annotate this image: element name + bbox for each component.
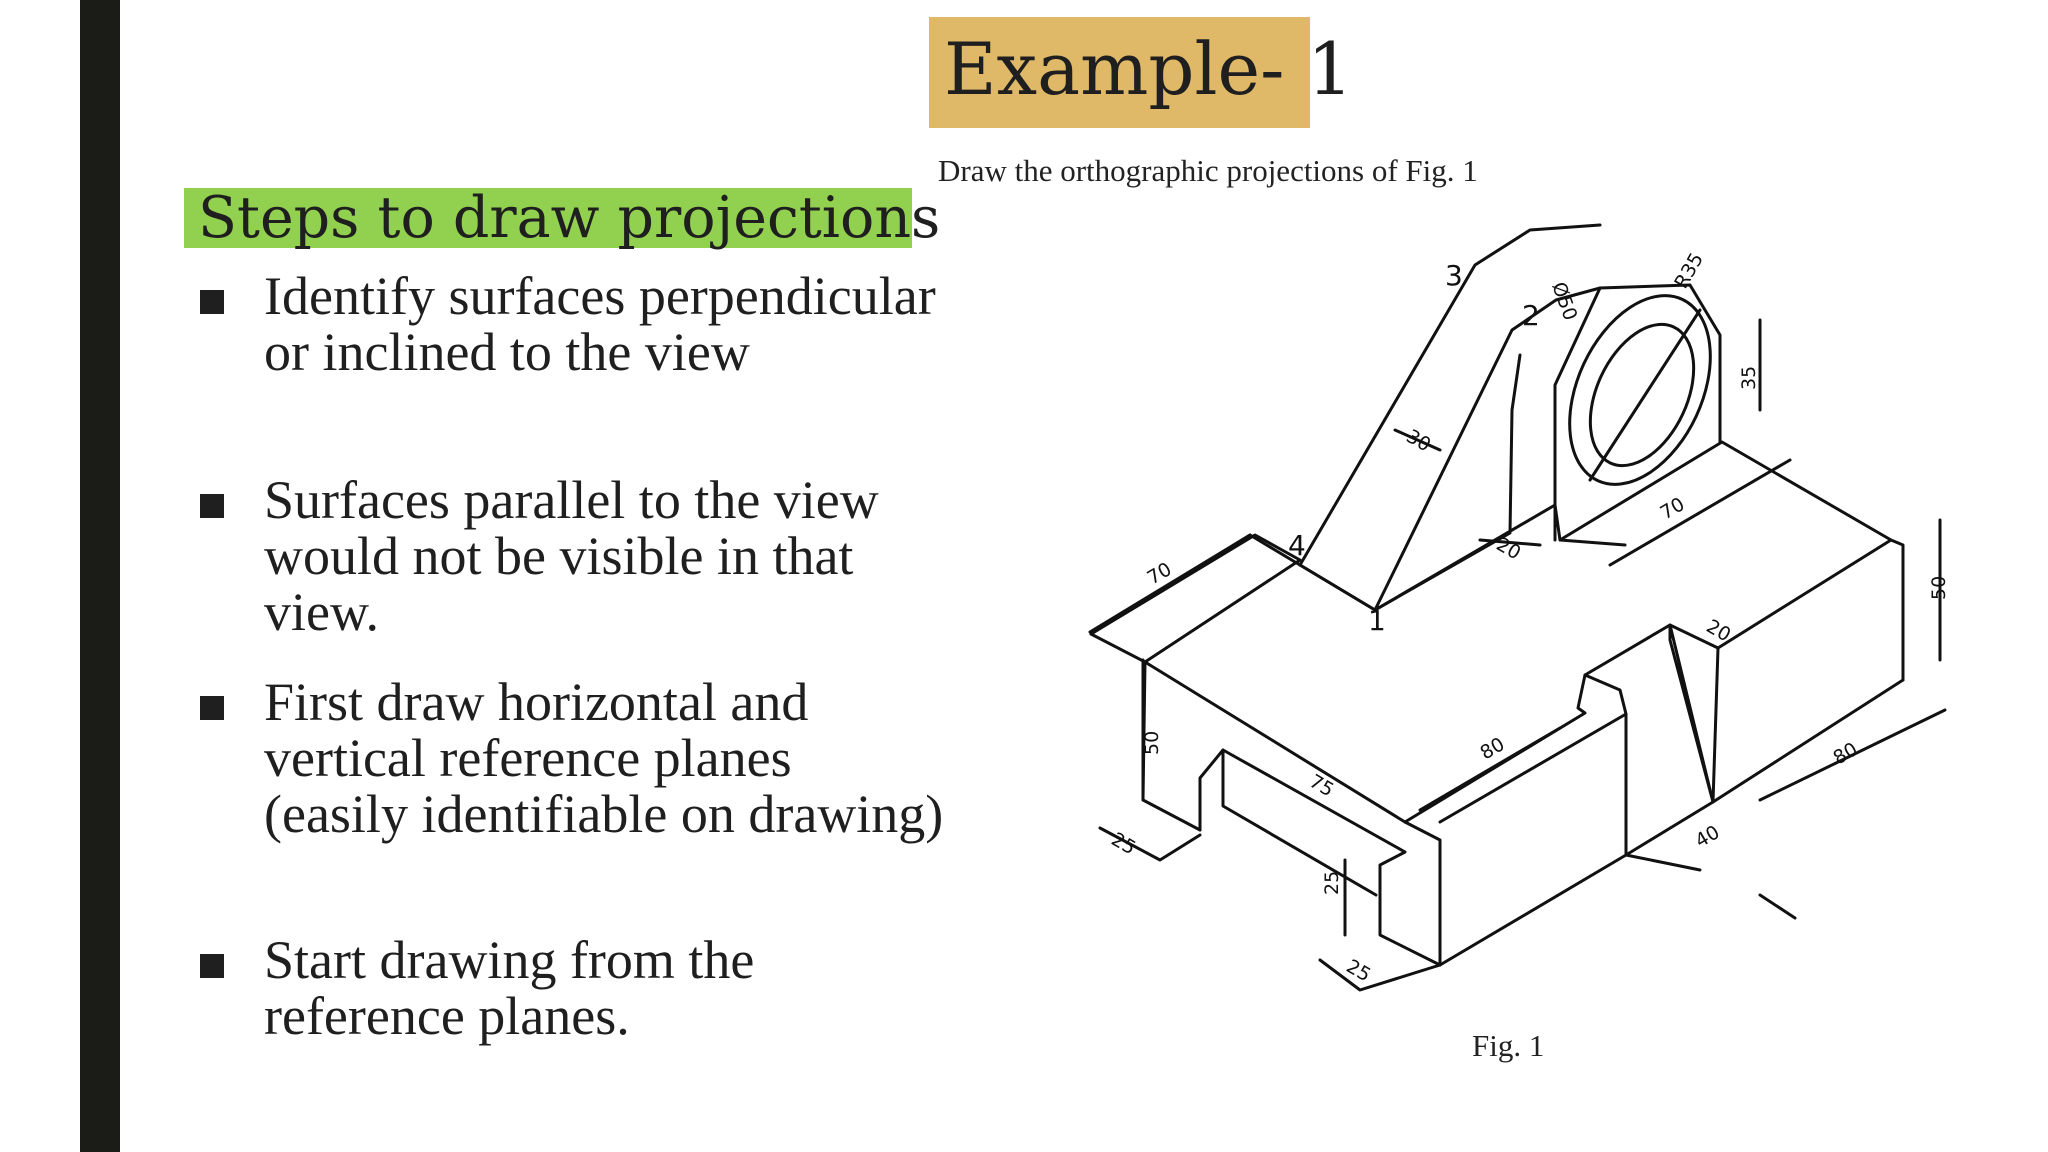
right-step-wedge — [1670, 625, 1713, 802]
dim-40: 40 — [1691, 821, 1724, 853]
right-block-back — [1560, 442, 1891, 540]
figure-instruction: Draw the orthographic projections of Fig. 1 — [938, 153, 1478, 188]
dim-50-left: 50 — [1141, 730, 1163, 755]
dim-50-right: 50 — [1928, 575, 1950, 600]
dim-80-right: 80 — [1829, 738, 1862, 770]
dim-line-40 — [1626, 855, 1700, 870]
bullet-text: Surfaces parallel to the view would not be visible in that view. — [264, 470, 879, 642]
dim-75: 75 — [1305, 770, 1338, 802]
inclined-face — [1375, 355, 1520, 610]
dim-20-slot: 20 — [1702, 615, 1735, 647]
bullet-text: First draw horizontal and vertical reference planes (easily identifiable on drawing) — [264, 672, 944, 844]
dim-25-left: 25 — [1107, 828, 1140, 860]
dim-line-70-right — [1610, 460, 1790, 565]
dim-70-left: 70 — [1143, 558, 1176, 590]
dim-80-middle: 80 — [1476, 733, 1509, 765]
dim-radius: R35 — [1670, 249, 1709, 293]
point-label-1: 1 — [1368, 604, 1386, 637]
bullet-text: Identify surfaces perpendicular or inclined to the view — [264, 266, 936, 382]
point-label-3: 3 — [1445, 259, 1463, 292]
point-label-4: 4 — [1288, 529, 1306, 562]
dim-25-vertical: 25 — [1321, 870, 1343, 895]
dim-diameter: Ø50 — [1547, 279, 1582, 324]
dim-line-70-left — [1090, 535, 1250, 632]
bullet-text: Start drawing from the reference planes. — [264, 930, 755, 1046]
figure-caption: Fig. 1 — [1472, 1028, 1545, 1063]
base-bottom-edge — [1440, 680, 1903, 965]
steps-heading: Steps to draw projections — [198, 185, 941, 251]
dim-35: 35 — [1738, 365, 1760, 390]
dim-line-25-bottom — [1320, 960, 1440, 990]
arrow-pointer — [1760, 895, 1795, 918]
slide-title: Example- 1 — [944, 27, 1354, 111]
dim-20-upper: 20 — [1492, 533, 1525, 565]
right-step — [1585, 625, 1718, 802]
hole — [1570, 308, 1715, 482]
dim-25-bottom: 25 — [1342, 955, 1375, 987]
top-left — [1091, 535, 1300, 634]
dim-70-right: 70 — [1656, 493, 1689, 525]
point-label-2: 2 — [1522, 299, 1540, 332]
base-outline — [1091, 535, 1300, 662]
base-top-edge-front — [1145, 662, 1405, 822]
boss-outline — [1555, 285, 1720, 540]
base-front-face — [1405, 822, 1440, 965]
hole-centerline — [1590, 310, 1700, 480]
right-block-top-right — [1718, 540, 1903, 680]
dim-30: 30 — [1402, 425, 1435, 457]
